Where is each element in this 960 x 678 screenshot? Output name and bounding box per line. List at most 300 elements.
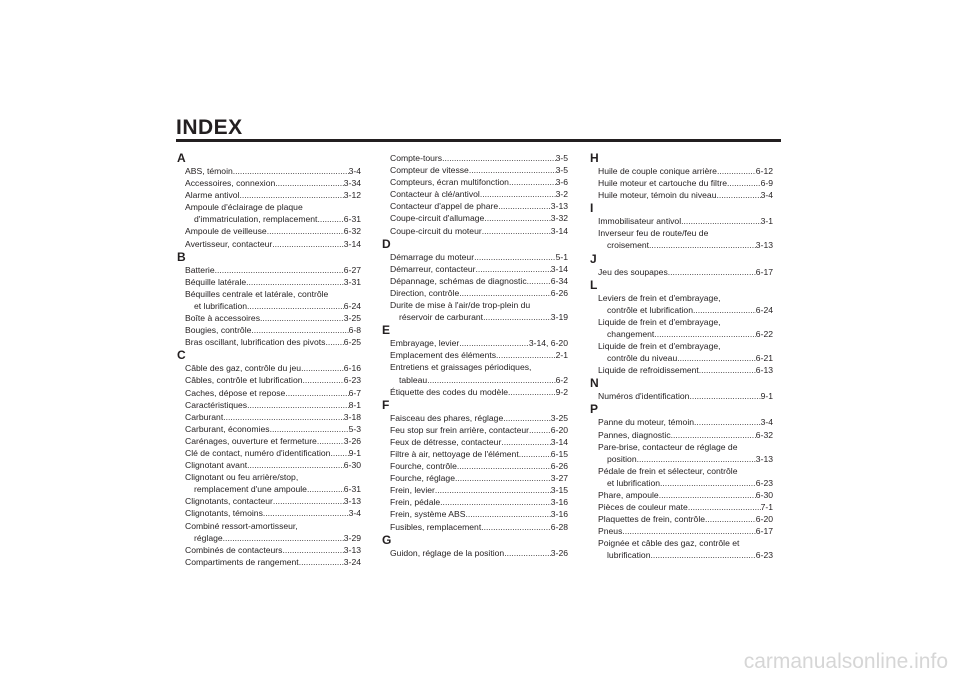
index-entry	[382, 460, 568, 472]
dot-leader	[508, 386, 556, 398]
index-page-number: 3-5	[555, 153, 568, 163]
index-column-3	[590, 152, 773, 562]
index-entry-line	[390, 212, 568, 224]
index-entry	[382, 212, 568, 224]
index-entry-text: Clignotants, témoins	[185, 508, 263, 519]
dot-leader	[223, 411, 344, 423]
index-entry	[382, 176, 568, 188]
index-entry-text: Pédale de frein et sélecteur, contrôle	[598, 465, 738, 476]
index-page-number: 3-4	[760, 190, 773, 201]
index-entry-text: Pare-brise, contacteur de réglage de	[598, 441, 738, 452]
index-page-number: 3-13	[343, 496, 361, 507]
index-entry-line	[390, 311, 568, 323]
index-page-number: 3-13	[755, 240, 773, 251]
index-page-number: 3-2	[555, 189, 568, 200]
index-entry-text: Pièces de couleur mate	[598, 502, 688, 513]
dot-leader	[457, 460, 551, 472]
index-entry-text: Alarme antivol	[185, 190, 240, 201]
index-entry-line	[185, 495, 361, 507]
index-entry	[177, 423, 361, 435]
index-page-number: 3-26	[343, 435, 361, 446]
index-page-number: 3-13	[755, 453, 773, 464]
index-entry	[590, 525, 773, 537]
index-entry	[177, 324, 361, 336]
dot-leader	[233, 165, 349, 177]
index-entry-line	[185, 483, 361, 495]
index-page-number: 9-1	[760, 391, 773, 402]
index-letter-h: H	[590, 151, 599, 165]
index-entry	[382, 412, 568, 424]
index-entry-text: d'immatriculation, remplacement	[194, 214, 318, 225]
index-entry-line	[185, 532, 361, 544]
index-page-number: 3-4	[348, 166, 361, 176]
index-page-number: 3-27	[550, 473, 568, 484]
index-entry	[382, 496, 568, 508]
index-entry-text: Frein, pédale	[390, 497, 441, 508]
dot-leader	[330, 447, 348, 459]
index-entry-text: Coupe-circuit du moteur	[390, 225, 482, 236]
dot-leader	[654, 328, 755, 340]
index-entry-line	[390, 496, 568, 508]
index-entry-line	[598, 453, 773, 465]
dot-leader	[299, 556, 344, 568]
index-entry-text: Compteurs, écran multifonction	[390, 177, 509, 188]
index-letter-n: N	[590, 376, 599, 391]
index-entry-text: et lubrification	[607, 477, 661, 488]
index-entry	[177, 495, 361, 507]
index-entry	[382, 225, 568, 237]
index-entry-line	[390, 521, 568, 533]
index-entry	[177, 362, 361, 374]
index-page-number: 3-14, 6-20	[528, 338, 568, 349]
index-page-number: 6-23	[755, 477, 773, 488]
dot-leader	[263, 507, 349, 519]
index-entry-text: Liquide de frein et d'embrayage,	[598, 341, 721, 352]
index-page-number: 3-16	[550, 497, 568, 508]
dot-leader	[459, 287, 551, 299]
index-letter-b: B	[177, 249, 186, 264]
index-entry-line	[598, 364, 773, 376]
index-entry-text: Clignotant avant	[185, 460, 248, 471]
index-page-number: 3-19	[550, 312, 568, 323]
index-entry-line	[185, 556, 361, 568]
index-entry-text: Fusibles, remplacement	[390, 521, 482, 532]
dot-leader	[716, 189, 760, 201]
index-entry-text: Panne du moteur, témoin	[598, 417, 695, 428]
index-entry	[382, 386, 568, 398]
index-entry	[590, 513, 773, 525]
index-entry-line	[185, 411, 361, 423]
index-entry	[382, 547, 568, 559]
index-entry-line	[185, 544, 361, 556]
index-entry-text: Filtre à air, nettoyage de l'élément	[390, 448, 519, 459]
index-entry-line	[598, 429, 773, 441]
index-entry	[590, 364, 773, 376]
index-entry-text: ABS, témoin	[185, 166, 233, 176]
index-entry-line	[598, 227, 773, 239]
index-page-number: 6-24	[755, 304, 773, 315]
index-page-number: 5-1	[555, 251, 568, 262]
dot-leader	[272, 238, 344, 250]
index-entry	[177, 201, 361, 225]
dot-leader	[246, 276, 344, 288]
index-page-number: 8-1	[348, 399, 361, 410]
index-entry-line	[598, 239, 773, 251]
index-entry	[590, 390, 773, 402]
index-page-number: 3-25	[550, 412, 568, 423]
index-entry-line	[185, 435, 361, 447]
index-entry-text: Pannes, diagnostic	[598, 429, 671, 440]
index-page-number: 6-26	[550, 287, 568, 298]
index-entry-text: Leviers de frein et d'embrayage,	[598, 292, 721, 303]
dot-leader	[717, 165, 756, 177]
index-entry-text: réglage	[194, 532, 223, 543]
index-entry-text: Clé de contact, numéro d'identification	[185, 447, 331, 458]
index-entry-text: Accessoires, connexion	[185, 178, 276, 189]
index-page-number: 6-16	[343, 363, 361, 374]
index-entry	[382, 448, 568, 460]
watermark: carmanualsonline.info	[743, 650, 948, 673]
dot-leader	[301, 362, 344, 374]
index-entry-text: Fourche, réglage	[390, 473, 455, 484]
index-entry-text: Bras oscillant, lubrification des pivots	[185, 337, 326, 348]
dot-leader	[481, 521, 551, 533]
index-entry	[177, 225, 361, 237]
index-entry	[590, 465, 773, 489]
dot-leader	[527, 275, 551, 287]
index-page-number: 6-28	[550, 521, 568, 532]
index-entry	[177, 471, 361, 495]
dot-leader	[694, 416, 761, 428]
index-entry-text: Béquille latérale	[185, 276, 247, 287]
dot-leader	[727, 177, 761, 189]
dot-leader	[270, 423, 349, 435]
index-page-number: 6-2	[555, 374, 568, 385]
dot-leader	[501, 436, 550, 448]
index-page-number: 6-17	[755, 526, 773, 537]
index-entry-text: Câbles, contrôle et lubrification	[185, 375, 303, 386]
dot-leader	[455, 472, 551, 484]
index-entry-text: Pneus	[598, 526, 623, 537]
index-page-number: 3-12	[343, 190, 361, 201]
index-entry	[382, 287, 568, 299]
index-entry-line	[185, 288, 361, 300]
index-page-number: 6-31	[343, 484, 361, 495]
index-entry	[590, 489, 773, 501]
index-page-number: 6-32	[755, 429, 773, 440]
dot-leader	[285, 387, 348, 399]
index-entry-text: Ampoule d'éclairage de plaque	[185, 202, 303, 213]
index-entry-line	[185, 399, 361, 411]
dot-leader	[273, 495, 344, 507]
index-entry	[177, 556, 361, 568]
index-entry-line	[185, 374, 361, 386]
index-entry-text: Dépannage, schémas de diagnostic	[390, 275, 527, 286]
index-entry	[177, 165, 361, 177]
index-entry-line	[598, 416, 773, 428]
index-entry-line	[185, 276, 361, 288]
index-entry-text: Clignotant ou feu arrière/stop,	[185, 472, 299, 483]
index-page-number: 3-14	[550, 263, 568, 274]
index-entry	[382, 299, 568, 323]
index-page-number: 6-23	[755, 550, 773, 561]
index-entry	[382, 188, 568, 200]
dot-leader	[325, 336, 343, 348]
dot-leader	[529, 424, 551, 436]
index-entry-line	[390, 361, 568, 373]
index-page-number: 6-30	[343, 460, 361, 471]
dot-leader	[484, 212, 550, 224]
index-entry-text: position	[607, 453, 637, 464]
index-entry-text: Faisceau des phares, réglage	[390, 412, 504, 423]
index-entry-line	[185, 225, 361, 237]
dot-leader	[509, 176, 556, 188]
index-entry-line	[598, 177, 773, 189]
index-entry-text: Direction, contrôle	[390, 287, 460, 298]
index-entry-text: Compte-tours	[390, 153, 443, 163]
index-entry	[177, 374, 361, 386]
index-entry-text: Bougies, contrôle	[185, 325, 252, 336]
index-page-number: 6-12	[755, 166, 773, 176]
index-entry-text: remplacement d'une ampoule	[194, 484, 307, 495]
index-entry-line	[598, 352, 773, 364]
index-page-number: 3-14	[550, 225, 568, 236]
index-page-number: 3-14	[343, 238, 361, 249]
index-entry	[177, 447, 361, 459]
dot-leader	[693, 304, 756, 316]
index-page-number: 6-7	[348, 387, 361, 398]
index-entry	[590, 429, 773, 441]
index-entry-line	[390, 200, 568, 212]
index-entry	[590, 316, 773, 340]
index-entry-line	[185, 213, 361, 225]
index-entry-line	[598, 266, 773, 278]
dot-leader	[465, 508, 550, 520]
dot-leader	[649, 239, 756, 251]
index-letter-a: A	[177, 151, 186, 165]
dot-leader	[483, 311, 551, 323]
index-page-number: 6-30	[755, 489, 773, 500]
index-entry	[382, 508, 568, 520]
index-entry-text: Compartiments de rangement	[185, 556, 299, 567]
index-entry	[590, 416, 773, 428]
index-entry-text: Carburant	[185, 411, 224, 422]
index-entry-text: Coupe-circuit d'allumage	[390, 213, 485, 224]
index-entry	[177, 435, 361, 447]
index-entry-line	[598, 525, 773, 537]
index-entry-text: Ampoule de veilleuse	[185, 226, 267, 237]
index-entry-line	[390, 225, 568, 237]
index-entry	[590, 165, 773, 177]
index-page-number: 3-32	[550, 213, 568, 224]
index-entry-line	[598, 537, 773, 549]
index-letter-p: P	[590, 402, 599, 417]
dot-leader	[689, 390, 760, 402]
index-entry	[177, 544, 361, 556]
dot-leader	[474, 251, 556, 263]
index-entry-text: Huile de couple conique arrière	[598, 166, 717, 176]
index-entry-text: Contacteur à clé/antivol	[390, 189, 480, 200]
dot-leader	[435, 484, 551, 496]
index-entry-line	[185, 300, 361, 312]
index-entry-line	[598, 316, 773, 328]
index-page-number: 6-21	[755, 353, 773, 364]
index-page-number: 3-4	[348, 508, 361, 519]
index-entry-text: Boîte à accessoires	[185, 313, 260, 324]
index-entry-line	[390, 287, 568, 299]
index-page-number: 9-2	[555, 386, 568, 397]
index-page-number: 3-13	[343, 544, 361, 555]
dot-leader	[307, 483, 344, 495]
dot-leader	[650, 549, 755, 561]
index-entry-text: Batterie	[185, 264, 215, 275]
index-entry-text: contrôle du niveau	[607, 353, 678, 364]
index-entry-text: Compteur de vitesse	[390, 165, 469, 176]
index-entry	[177, 520, 361, 544]
index-letter-e: E	[382, 323, 391, 338]
index-page-number: 6-22	[755, 328, 773, 339]
index-entry-line	[390, 508, 568, 520]
dot-leader	[671, 429, 756, 441]
index-entry-line	[598, 328, 773, 340]
dot-leader	[659, 489, 756, 501]
index-entry-text: Contacteur d'appel de phare	[390, 201, 499, 212]
index-entry-text: Poignée et câble des gaz, contrôle et	[598, 538, 740, 549]
index-entry-line	[598, 489, 773, 501]
index-entry	[382, 263, 568, 275]
index-entry	[177, 288, 361, 312]
dot-leader	[660, 477, 756, 489]
dot-leader	[440, 496, 551, 508]
index-entry-line	[390, 337, 568, 349]
index-entry-line	[390, 484, 568, 496]
index-entry-text: Carburant, économies	[185, 423, 270, 434]
index-entry	[177, 264, 361, 276]
index-entry	[382, 436, 568, 448]
index-entry-line	[390, 188, 568, 200]
index-page-number: 6-32	[343, 226, 361, 237]
index-page-number: 6-27	[343, 264, 361, 275]
index-entry	[590, 441, 773, 465]
index-entry-text: Plaquettes de frein, contrôle	[598, 514, 706, 525]
index-page-number: 3-14	[550, 436, 568, 447]
index-entry-text: contrôle et lubrification	[607, 304, 693, 315]
dot-leader	[699, 364, 756, 376]
index-entry-text: tableau	[399, 374, 428, 385]
index-entry	[177, 177, 361, 189]
index-letter-j: J	[590, 251, 597, 266]
page-title: INDEX	[176, 116, 243, 139]
dot-leader	[459, 337, 529, 349]
index-entry-line	[185, 459, 361, 471]
index-entry-line	[390, 386, 568, 398]
index-entry-line	[185, 201, 361, 213]
index-entry-line	[390, 412, 568, 424]
index-entry-text: Béquilles centrale et latérale, contrôle	[185, 288, 329, 299]
index-entry-line	[390, 152, 568, 164]
index-page-number: 6-17	[755, 266, 773, 277]
index-page-number: 6-9	[760, 178, 773, 189]
dot-leader	[247, 300, 344, 312]
index-entry-line	[390, 263, 568, 275]
dot-leader	[637, 453, 756, 465]
index-entry	[177, 459, 361, 471]
index-entry-text: réservoir de carburant	[399, 312, 484, 323]
index-entry	[590, 292, 773, 316]
index-entry-text: Numéros d'identification	[598, 391, 690, 402]
index-entry	[590, 340, 773, 364]
index-entry-text: Démarreur, contacteur	[390, 263, 476, 274]
dot-leader	[688, 501, 761, 513]
dot-leader	[247, 459, 344, 471]
dot-leader	[442, 152, 556, 164]
index-entry-line	[390, 349, 568, 361]
index-letter-f: F	[382, 397, 390, 412]
index-entry-line	[185, 336, 361, 348]
index-letter-i: I	[590, 201, 594, 216]
dot-leader	[622, 525, 755, 537]
index-entry	[590, 537, 773, 561]
index-page-number: 3-26	[550, 547, 568, 558]
index-entry-line	[185, 238, 361, 250]
index-entry-line	[598, 513, 773, 525]
index-entry-text: Durite de mise à l'air/de trop-plein du	[390, 300, 531, 311]
index-letter-g: G	[382, 532, 392, 547]
dot-leader	[476, 263, 551, 275]
index-entry-line	[390, 460, 568, 472]
index-entry	[590, 266, 773, 278]
dot-leader	[482, 225, 551, 237]
index-page-number: 3-13	[550, 201, 568, 212]
index-entry-text: Phare, ampoule	[598, 489, 659, 500]
index-entry-line	[185, 447, 361, 459]
index-entry	[382, 521, 568, 533]
index-entry-text: Câble des gaz, contrôle du jeu	[185, 363, 302, 374]
index-page-number: 3-29	[343, 532, 361, 543]
index-page-number: 3-4	[760, 417, 773, 428]
index-entry	[590, 189, 773, 201]
index-entry-text: et lubrification	[194, 300, 248, 311]
index-page-number: 3-24	[343, 556, 361, 567]
index-page-number: 6-31	[343, 214, 361, 225]
index-entry	[590, 501, 773, 513]
index-entry-line	[598, 165, 773, 177]
index-entry	[382, 251, 568, 263]
index-entry-line	[185, 165, 361, 177]
index-entry-line	[390, 299, 568, 311]
index-entry-text: Embrayage, levier	[390, 338, 460, 349]
index-page-number: 6-24	[343, 300, 361, 311]
index-entry-line	[390, 251, 568, 263]
index-entry-line	[185, 177, 361, 189]
index-entry-line	[185, 312, 361, 324]
index-entry-text: Huile moteur, témoin du niveau	[598, 190, 717, 201]
dot-leader	[267, 225, 344, 237]
index-page-number: 3-31	[343, 276, 361, 287]
index-page-number: 2-1	[555, 350, 568, 361]
index-page-number: 3-1	[760, 216, 773, 227]
index-entry-line	[598, 390, 773, 402]
index-entry-line	[598, 549, 773, 561]
dot-leader	[496, 349, 556, 361]
index-entry-line	[598, 215, 773, 227]
index-column-1	[177, 152, 361, 568]
index-entry-text: Carénages, ouverture et fermeture	[185, 435, 317, 446]
index-entry-text: Frein, levier	[390, 485, 435, 496]
index-entry-text: Entretiens et graissages périodiques,	[390, 362, 532, 373]
index-entry-line	[185, 520, 361, 532]
dot-leader	[677, 352, 756, 364]
